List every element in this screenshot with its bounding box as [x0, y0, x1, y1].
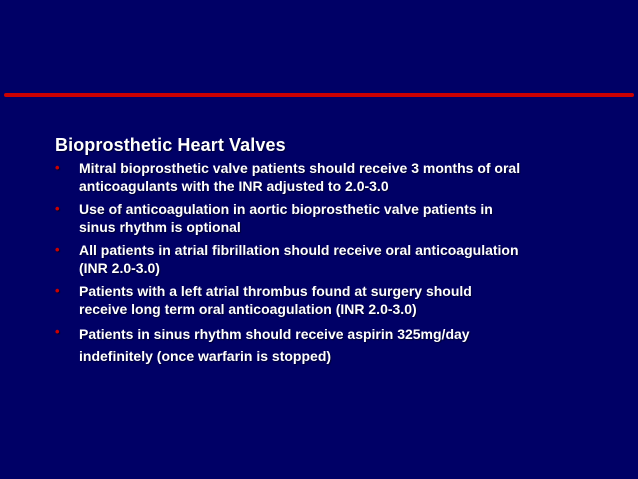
bullet-item — [55, 159, 615, 195]
bullet-icon: • — [55, 201, 60, 216]
bullet-text-line: (INR 2.0-3.0) — [79, 260, 160, 276]
bullet-list — [55, 159, 615, 372]
bullet-item — [55, 200, 615, 236]
bullet-icon: • — [55, 324, 60, 339]
bullet-icon: • — [55, 242, 60, 257]
bullet-text-line: Mitral bioprosthetic valve patients should receive 3 months of oral — [79, 160, 521, 176]
bullet-icon: • — [55, 160, 60, 175]
bullet-text-line: sinus rhythm is optional — [79, 219, 241, 235]
slide-title: Bioprosthetic Heart Valves — [55, 135, 286, 155]
bullet-text-line: Patients in sinus rhythm should receive aspirin 325mg/day — [79, 326, 470, 342]
bullet-icon: • — [55, 283, 60, 298]
bullet-item — [55, 282, 615, 318]
bullet-text-line: Patients with a left atrial thrombus found at surgery should — [79, 283, 472, 299]
bullet-item — [55, 323, 615, 367]
bullet-text-line: indefinitely (once warfarin is stopped) — [79, 348, 332, 364]
bullet-text-line: receive long term oral anticoagulation (INR 2.0-3.0) — [79, 301, 417, 317]
bullet-item — [55, 241, 615, 277]
title-divider-rule — [4, 93, 634, 97]
bullet-text-line: Use of anticoagulation in aortic bioprosthetic valve patients in — [79, 201, 493, 217]
bullet-text-line: All patients in atrial fibrillation should receive oral anticoagulation — [79, 242, 519, 258]
bullet-text-line: anticoagulants with the INR adjusted to 2.0-3.0 — [79, 178, 389, 194]
